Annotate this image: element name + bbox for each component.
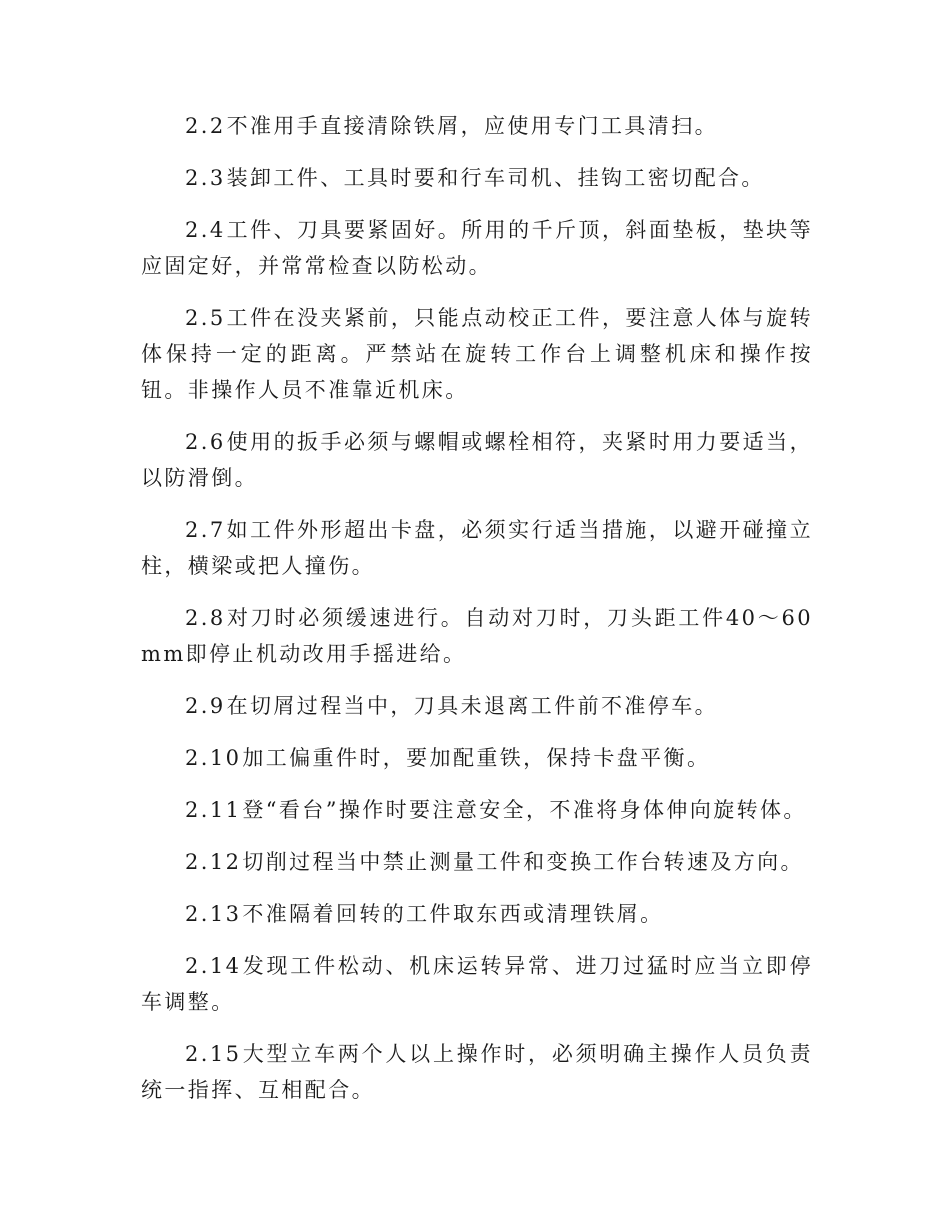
paragraph-2-4 bbox=[141, 212, 813, 284]
paragraph-text: 不准用手直接清除铁屑，应使用专门工具清扫。 bbox=[226, 114, 719, 138]
paragraph-text: 工件、刀具要紧固好。所用的千斤顶，斜面垫板，垫块等应固定好，并常常检查以防松动。 bbox=[141, 218, 813, 278]
paragraph-text: 大型立车两个人以上操作时，必须明确主操作人员负责统一指挥、互相配合。 bbox=[141, 1042, 813, 1102]
paragraph-number: 2.9 bbox=[185, 694, 226, 718]
paragraph-2-3 bbox=[141, 160, 813, 196]
paragraph-number: 2.14 bbox=[185, 954, 242, 978]
paragraph-number: 2.7 bbox=[185, 518, 226, 542]
paragraph-text: 装卸工件、工具时要和行车司机、挂钩工密切配合。 bbox=[226, 166, 765, 190]
paragraph-text: 如工件外形超出卡盘，必须实行适当措施，以避开碰撞立柱，横梁或把人撞伤。 bbox=[141, 518, 813, 578]
paragraph-2-2 bbox=[141, 108, 813, 144]
paragraph-number: 2.12 bbox=[185, 850, 242, 874]
paragraph-number: 2.10 bbox=[185, 746, 242, 770]
paragraph-text: 登“看台”操作时要注意安全，不准将身体伸向旋转体。 bbox=[242, 798, 807, 822]
paragraph-text: 对刀时必须缓速进行。自动对刀时，刀头距工件40～60mm即停止机动改用手摇进给。 bbox=[141, 606, 813, 666]
paragraph-2-14 bbox=[141, 948, 813, 1020]
paragraph-text: 工件在没夹紧前，只能点动校正工件，要注意人体与旋转体保持一定的距离。严禁站在旋转工作台上调整机床和操作按钮。非操作人员不准靠近机床。 bbox=[141, 306, 813, 402]
paragraph-number: 2.4 bbox=[185, 218, 226, 242]
paragraph-number: 2.11 bbox=[185, 798, 242, 822]
paragraph-2-10 bbox=[141, 740, 813, 776]
paragraph-number: 2.15 bbox=[185, 1042, 242, 1066]
paragraph-text: 发现工件松动、机床运转异常、进刀过猛时应当立即停车调整。 bbox=[141, 954, 813, 1014]
paragraph-2-5 bbox=[141, 300, 813, 408]
paragraph-number: 2.13 bbox=[185, 902, 242, 926]
paragraph-text: 不准隔着回转的工件取东西或清理铁屑。 bbox=[242, 902, 664, 926]
paragraph-text: 切削过程当中禁止测量工件和变换工作台转速及方向。 bbox=[242, 850, 804, 874]
paragraph-2-7 bbox=[141, 512, 813, 584]
paragraph-2-9 bbox=[141, 688, 813, 724]
document-body bbox=[141, 108, 813, 1124]
paragraph-2-13 bbox=[141, 896, 813, 932]
paragraph-2-15 bbox=[141, 1036, 813, 1108]
paragraph-number: 2.3 bbox=[185, 166, 226, 190]
paragraph-2-6 bbox=[141, 424, 813, 496]
paragraph-text: 加工偏重件时，要加配重铁，保持卡盘平衡。 bbox=[242, 746, 711, 770]
paragraph-2-12 bbox=[141, 844, 813, 880]
paragraph-number: 2.2 bbox=[185, 114, 226, 138]
paragraph-2-11 bbox=[141, 792, 813, 828]
paragraph-2-8 bbox=[141, 600, 813, 672]
paragraph-text: 在切屑过程当中，刀具未退离工件前不准停车。 bbox=[226, 694, 719, 718]
paragraph-number: 2.6 bbox=[185, 430, 226, 454]
paragraph-number: 2.5 bbox=[185, 306, 226, 330]
paragraph-text: 使用的扳手必须与螺帽或螺栓相符，夹紧时用力要适当，以防滑倒。 bbox=[141, 430, 813, 490]
paragraph-number: 2.8 bbox=[185, 606, 226, 630]
